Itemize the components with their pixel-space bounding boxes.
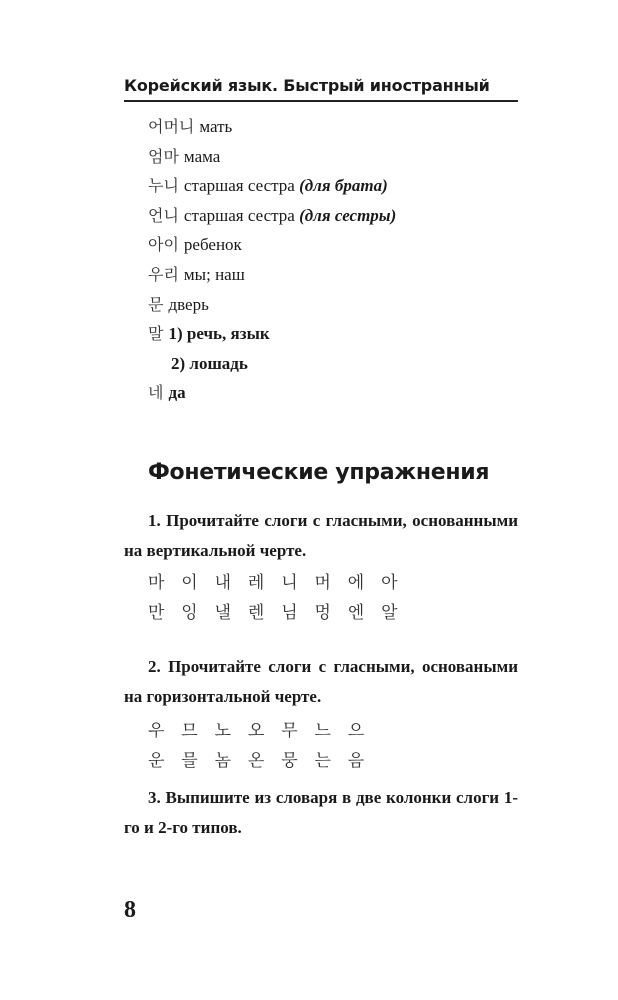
translation: да: [168, 383, 186, 403]
syllable: 렌: [247, 603, 265, 623]
syllable: 님: [281, 603, 298, 623]
syllable: 레: [247, 573, 265, 593]
syllable: 머: [314, 573, 331, 593]
translation: дверь: [168, 294, 209, 314]
translation: старшая сестра: [183, 205, 295, 225]
section-title: Фонетические упражнения: [148, 460, 490, 485]
translation: мы; наш: [183, 265, 245, 284]
syllable: 우: [148, 721, 165, 741]
vocab-entry: [148, 265, 245, 285]
exercise-2: 2. Прочитайте слоги с гласными, основаными на горизонтальной черте.: [124, 657, 518, 706]
usage-note: (для брата): [299, 176, 388, 196]
usage-note: (для сестры): [299, 205, 397, 225]
syllable: 엔: [347, 603, 365, 623]
syllable: 무: [281, 721, 298, 741]
translation: мама: [183, 146, 221, 166]
vocab-entry: [148, 295, 209, 315]
vocab-entry: [148, 147, 220, 167]
syllable: 잉: [181, 603, 198, 623]
korean-word: 아이: [148, 235, 179, 255]
syllable: 알: [381, 603, 398, 623]
syllable: 는: [314, 751, 331, 771]
syllable: 노: [214, 721, 232, 741]
syllable: 온: [247, 751, 265, 771]
vocab-entry: [148, 117, 232, 137]
syllable: 만: [148, 603, 165, 623]
page-number: 8: [124, 897, 136, 923]
syllable: 운: [148, 751, 165, 771]
syllable: 멍: [314, 603, 331, 623]
syllable: 에: [347, 573, 365, 593]
syllable: 오: [247, 721, 265, 741]
syllable: 내: [214, 573, 232, 593]
vocab-entry: [148, 176, 388, 196]
exercise-3: 3. Выпишите из словаря в две колонки слоги 1-го и 2-го типов.: [124, 788, 518, 837]
translation: старшая сестра: [183, 176, 295, 196]
korean-word: 우리: [148, 265, 179, 284]
translation: ребенок: [183, 235, 242, 255]
exercise-1: 1. Прочитайте слоги с гласными, основанными на вертикальной черте.: [124, 511, 518, 560]
vocab-entry: [148, 235, 242, 255]
running-header: Корейский язык. Быстрый иностранный: [124, 76, 490, 95]
header-rule: [124, 100, 518, 102]
syllable: 놈: [214, 751, 232, 771]
translation: мать: [199, 117, 233, 136]
vocab-entry: [148, 324, 270, 344]
syllable: 느: [314, 721, 331, 741]
vocab-entry: [148, 206, 396, 226]
korean-word: 언니: [148, 205, 179, 225]
translation: 1) речь, язык: [168, 324, 270, 344]
syllable: 므: [181, 721, 198, 741]
syllable: 아: [381, 573, 398, 593]
syllable: 이: [181, 573, 198, 593]
syllable: 뭉: [281, 751, 298, 771]
vocab-entry: [148, 383, 186, 403]
korean-word: 네: [148, 383, 164, 403]
syllable: 음: [347, 751, 365, 771]
syllable: 니: [281, 573, 298, 593]
korean-word: 문: [148, 294, 164, 314]
syllable: 낼: [214, 603, 232, 623]
syllable: 으: [347, 721, 365, 741]
korean-word: 어머니: [148, 117, 195, 136]
vocab-entry: [171, 354, 248, 374]
translation: 2) лошадь: [171, 353, 248, 373]
korean-word: 엄마: [148, 146, 179, 166]
syllable: 믈: [181, 751, 198, 771]
korean-word: 말: [148, 324, 164, 344]
syllable: 마: [148, 573, 165, 593]
korean-word: 누니: [148, 176, 179, 196]
